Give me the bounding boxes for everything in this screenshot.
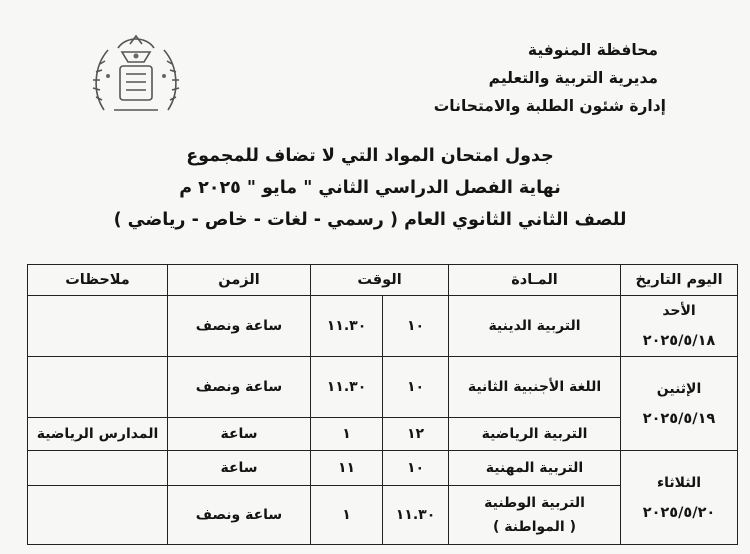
day-name: الإثنين — [656, 380, 702, 397]
day-name: الأحد — [662, 303, 696, 319]
header-day-date: اليوم التاريخ — [621, 265, 738, 296]
subject-name: التربية الوطنية — [484, 495, 585, 511]
duration-cell: ساعة — [168, 418, 311, 451]
table-header-row — [28, 265, 738, 296]
notes-cell — [28, 296, 168, 357]
header-notes: ملاحظات — [28, 265, 168, 296]
duration-cell: ساعة — [168, 451, 311, 486]
table-row — [28, 296, 738, 357]
table-row — [28, 357, 738, 418]
header-duration: الزمن — [168, 265, 311, 296]
time-from-cell: ١١.٣٠ — [383, 486, 449, 545]
header-time: الوقت — [311, 265, 449, 296]
governorate-seal-icon — [86, 30, 186, 122]
duration-cell: ساعة ونصف — [168, 296, 311, 357]
document-titles — [110, 140, 630, 236]
table-row — [28, 451, 738, 486]
org-line-governorate: محافظة المنوفية — [527, 41, 658, 59]
time-to-cell: ١١.٣٠ — [311, 357, 383, 418]
title-line-2: نهاية الفصل الدراسي الثاني " مايو " ٢٠٢٥ م — [179, 178, 561, 198]
header-subject: المـادة — [449, 265, 621, 296]
notes-cell — [28, 451, 168, 486]
org-line-directorate: مديرية التربية والتعليم — [488, 69, 658, 87]
exam-schedule-table — [27, 264, 738, 545]
time-to-cell: ١١ — [311, 451, 383, 486]
day-cell — [621, 296, 738, 357]
time-from-cell: ١٠ — [383, 451, 449, 486]
notes-cell: المدارس الرياضية — [28, 418, 168, 451]
day-cell — [621, 451, 738, 545]
subject-cell: اللغة الأجنبية الثانية — [449, 357, 621, 418]
day-cell — [621, 357, 738, 451]
subject-cell: التربية الدينية — [449, 296, 621, 357]
notes-cell — [28, 357, 168, 418]
day-date: ٢٠٢٥/٥/١٨ — [642, 333, 716, 349]
time-from-cell: ١٢ — [383, 418, 449, 451]
time-to-cell: ١ — [311, 418, 383, 451]
org-line-department: إدارة شئون الطلبة والامتحانات — [433, 97, 666, 115]
title-line-3: للصف الثاني الثانوي العام ( رسمي - لغات - خاص - رياضي ) — [113, 210, 627, 230]
time-to-cell: ١ — [311, 486, 383, 545]
subject-cell: التربية الرياضية — [449, 418, 621, 451]
time-from-cell: ١٠ — [383, 357, 449, 418]
time-from-cell: ١٠ — [383, 296, 449, 357]
organization-header — [433, 36, 666, 120]
day-date: ٢٠٢٥/٥/٢٠ — [642, 504, 716, 521]
day-name: الثلاثاء — [656, 474, 702, 491]
duration-cell: ساعة ونصف — [168, 357, 311, 418]
subject-cell: التربية المهنية — [449, 451, 621, 486]
subject-note: ( المواطنة ) — [493, 519, 576, 535]
time-to-cell: ١١.٣٠ — [311, 296, 383, 357]
subject-cell — [449, 486, 621, 545]
notes-cell — [28, 486, 168, 545]
day-date: ٢٠٢٥/٥/١٩ — [642, 410, 716, 427]
duration-cell: ساعة ونصف — [168, 486, 311, 545]
title-line-1: جدول امتحان المواد التي لا تضاف للمجموع — [186, 146, 554, 166]
